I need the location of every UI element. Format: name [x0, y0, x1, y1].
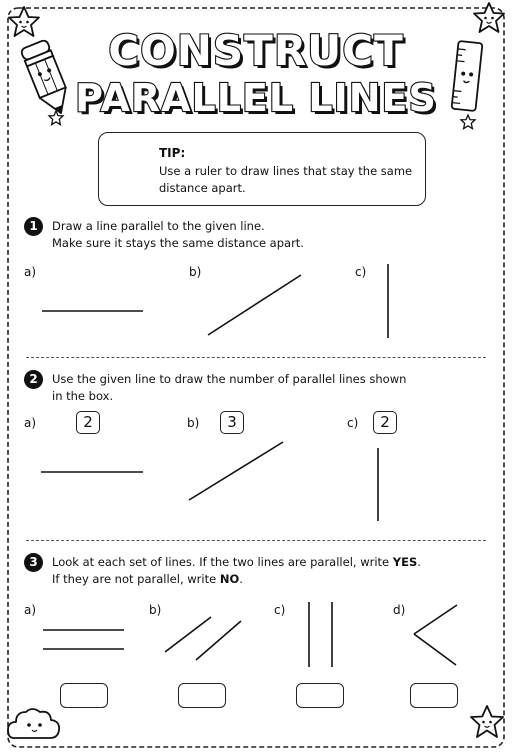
q3a-answer-box[interactable]: [60, 683, 108, 708]
q2-label-c: c): [347, 416, 359, 430]
q3b-line-set: [165, 617, 241, 660]
q1-label-c: c): [355, 265, 367, 279]
q3-instruction-line-1: Look at each set of lines. If the two lines are parallel, write YES.: [52, 555, 421, 569]
cloud-icon: [8, 709, 59, 738]
tip-text: Use a ruler to draw lines that stay the same distance apart.: [159, 164, 413, 195]
q1-label-b: b): [189, 265, 202, 279]
question-1-badge: 1: [24, 217, 43, 236]
question-3-badge: 3: [24, 553, 43, 572]
q2c-count-box: 2: [373, 411, 397, 434]
q3c-line-set: [309, 602, 332, 667]
q3-label-b: b): [149, 603, 162, 617]
q3-label-c: c): [274, 603, 286, 617]
q2-instruction-line-1: Use the given line to draw the number of parallel lines shown: [52, 372, 407, 386]
q3d-answer-box[interactable]: [410, 683, 458, 708]
q3a-line-set: [43, 630, 124, 649]
q3c-answer-box[interactable]: [296, 683, 344, 708]
q2b-given-line: [189, 442, 283, 500]
q2-instruction-line-2: in the box.: [52, 389, 114, 403]
star-icon: [471, 706, 503, 737]
title-line-1: CONSTRUCT: [108, 26, 404, 75]
q2a-count-box: 2: [76, 411, 100, 434]
tip-box: [98, 132, 426, 206]
q2-label-b: b): [187, 416, 200, 430]
q2b-count-box: 3: [220, 411, 244, 434]
q3d-line-set: [414, 605, 457, 665]
title-line-2: PARALLEL LINES: [75, 76, 437, 120]
section-divider: [26, 540, 486, 541]
q1-label-a: a): [24, 265, 37, 279]
q3-instruction-line-2: If they are not parallel, write NO.: [52, 572, 243, 586]
q3-label-d: d): [393, 603, 406, 617]
q1-instruction-line-2: Make sure it stays the same distance apart.: [52, 236, 304, 250]
tip-label: TIP:: [159, 146, 186, 160]
q1b-given-line: [208, 275, 301, 335]
q3-label-a: a): [24, 603, 37, 617]
section-divider: [26, 357, 486, 358]
q1-instruction-line-1: Draw a line parallel to the given line.: [52, 219, 265, 233]
q2-label-a: a): [24, 416, 37, 430]
question-2-badge: 2: [24, 370, 43, 389]
q3b-answer-box[interactable]: [178, 683, 226, 708]
